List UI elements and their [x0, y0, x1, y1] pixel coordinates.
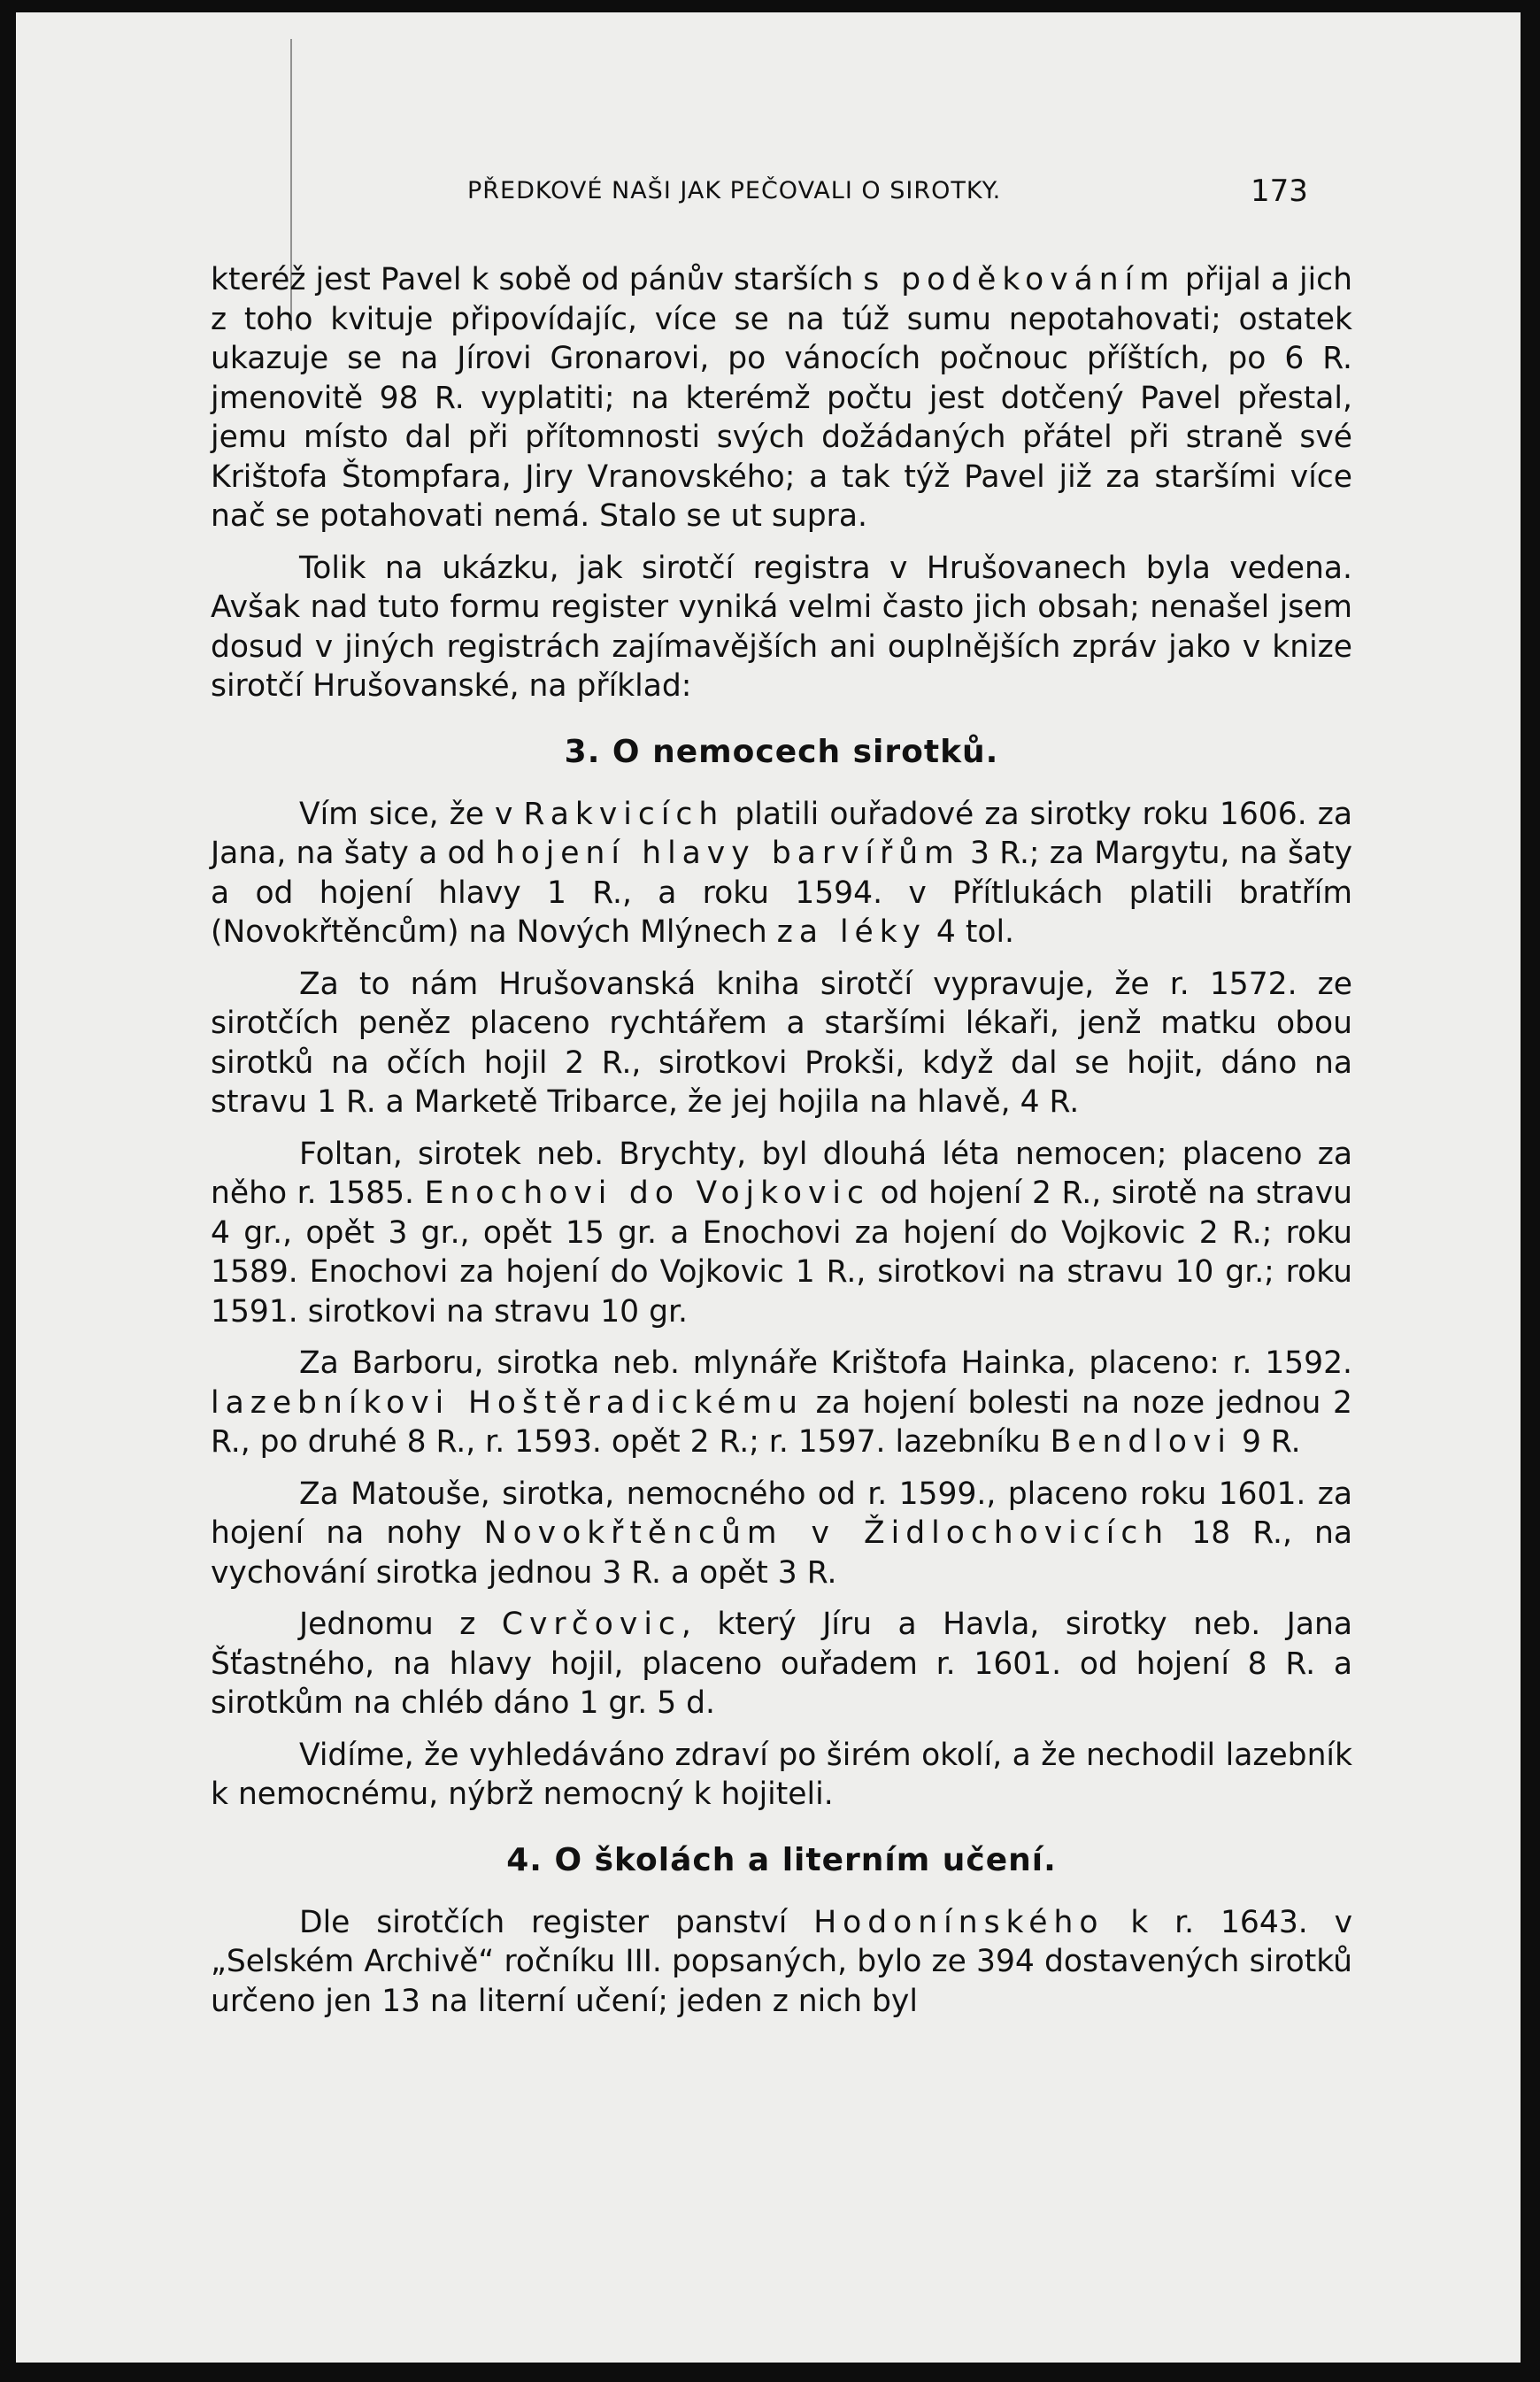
paragraph-3: Vím sice, že v Rakvicích platili ouřadové za sirotky roku 1606. za Jana, na šaty a od hojení hlavy barvířům 3 R.; za Margytu, na šaty a od hojení hlavy 1 R., a roku 1594. v Přítlukách platili bratřím (Novokřtěncům) na Nových Mlýnech za léky 4 tol.: [211, 796, 1353, 950]
paragraph-4: Za to nám Hrušovanská kniha sirotčí vypravuje, že r. 1572. ze sirotčích peněz placeno rychtářem a staršími lékaři, jenž matku obou sirotků na očích hojil 2 R., sirotkovi Prokši, když dal se hojit, dáno na stravu 1 R. a Marketě Tribarce, že jej hojila na hlavě, 4 R.: [211, 966, 1352, 1120]
spaced-text: Enochovi do Vojkovic: [424, 1176, 870, 1211]
spaced-text: lazebníkovi Hoštěradickému: [211, 1384, 804, 1421]
spaced-text: Hodonínského: [813, 1904, 1105, 1940]
page-number: 173: [1251, 173, 1308, 209]
spaced-text: hojení hlavy barvířům: [495, 836, 960, 871]
running-header: [16, 168, 1521, 221]
body-text: [211, 260, 1352, 2033]
paragraph-8: Jednomu z Cvrčovic, který Jíru a Havla, sirotky neb. Jana Šťastného, na hlavy hojil, placeno ouřadem r. 1601. od hojení 8 R. a sirotkům na chléb dáno 1 gr. 5 d.: [211, 1607, 1352, 1721]
scanned-page: [16, 12, 1521, 2363]
spaced-text: s poděkováním: [863, 262, 1175, 297]
section-heading-4: 4. O školách a literním učení.: [506, 1841, 1057, 1878]
section-heading-3: 3. O nemocech sirotků.: [564, 733, 999, 770]
paragraph-9: Vidíme, že vyhledáváno zdraví po širém okolí, a že nechodil lazebník k nemocnému, nýbrž nemocný k hojiteli.: [211, 1737, 1352, 1812]
spaced-text: Bendlovi: [1050, 1424, 1233, 1460]
spaced-text: Rakvicích: [523, 796, 725, 832]
paragraph-6: Za Barboru, sirotka neb. mlynáře Krištofa Hainka, placeno: r. 1592. lazebníkovi Hoštěradickému za hojení bolesti na noze jednou 2 R., po druhé 8 R., r. 1593. opět 2 R.; r. 1597. lazebníku Bendlovi 9 R.: [211, 1345, 1352, 1460]
spaced-text: Novokřtěncům v Židlochovicích: [483, 1515, 1170, 1551]
paragraph-10: Dle sirotčích register panství Hodonínského k r. 1643. v „Selském Archivě“ ročníku III. popsaných, bylo ze 394 dostavených sirotků určeno jen 13 na literní učení; jeden z nich byl: [211, 1904, 1352, 2019]
paragraph-2: Tolik na ukázku, jak sirotčí registra v Hrušovanech byla vedena. Avšak nad tuto formu register vyniká velmi často jich obsah; nenašel jsem dosud v jiných registrách zajímavějších ani ouplnějších zpráv jako v knize sirotčí Hrušovanské, na příklad:: [211, 550, 1352, 704]
spaced-text: za léky: [776, 914, 927, 950]
paragraph-7: Za Matouše, sirotka, nemocného od r. 1599., placeno roku 1601. za hojení na nohy Novokřtěncům v Židlochovicích 18 R., na vychování sirotka jednou 3 R. a opět 3 R.: [211, 1476, 1353, 1591]
paragraph-5: Foltan, sirotek neb. Brychty, byl dlouhá léta nemocen; placeno za něho r. 1585. Enochovi do Vojkovic od hojení 2 R., sirotě na stravu 4 gr., opět 3 gr., opět 15 gr. a Enochovi za hojení do Vojkovic 2 R.; roku 1589. Enochovi za hojení do Vojkovic 1 R., sirotkovi na stravu 10 gr.; roku 1591. sirotkovi na stravu 10 gr.: [211, 1136, 1352, 1330]
spaced-text: Cvrčovic: [501, 1607, 681, 1642]
paragraph-1: kteréž jest Pavel k sobě od pánův starších s poděkováním přijal a jich z toho kvituje připovídajíc, více se na túž sumu nepotahovati; ostatek ukazuje se na Jírovi Gronarovi, po vánocích počnouc příštích, po 6 R. jmenovitě 98 R. vyplatiti; na kterémž počtu jest dotčený Pavel přestal, jemu místo dal při přítomnosti svých dožádaných přátel při straně své Krištofa Štompfara, Jiry Vranovského; a tak týž Pavel již za staršími více nač se potahovati nemá. Stalo se ut supra.: [211, 262, 1353, 534]
running-title: PŘEDKOVÉ NAŠI JAK PEČOVALI O SIROTKY.: [467, 177, 1002, 204]
